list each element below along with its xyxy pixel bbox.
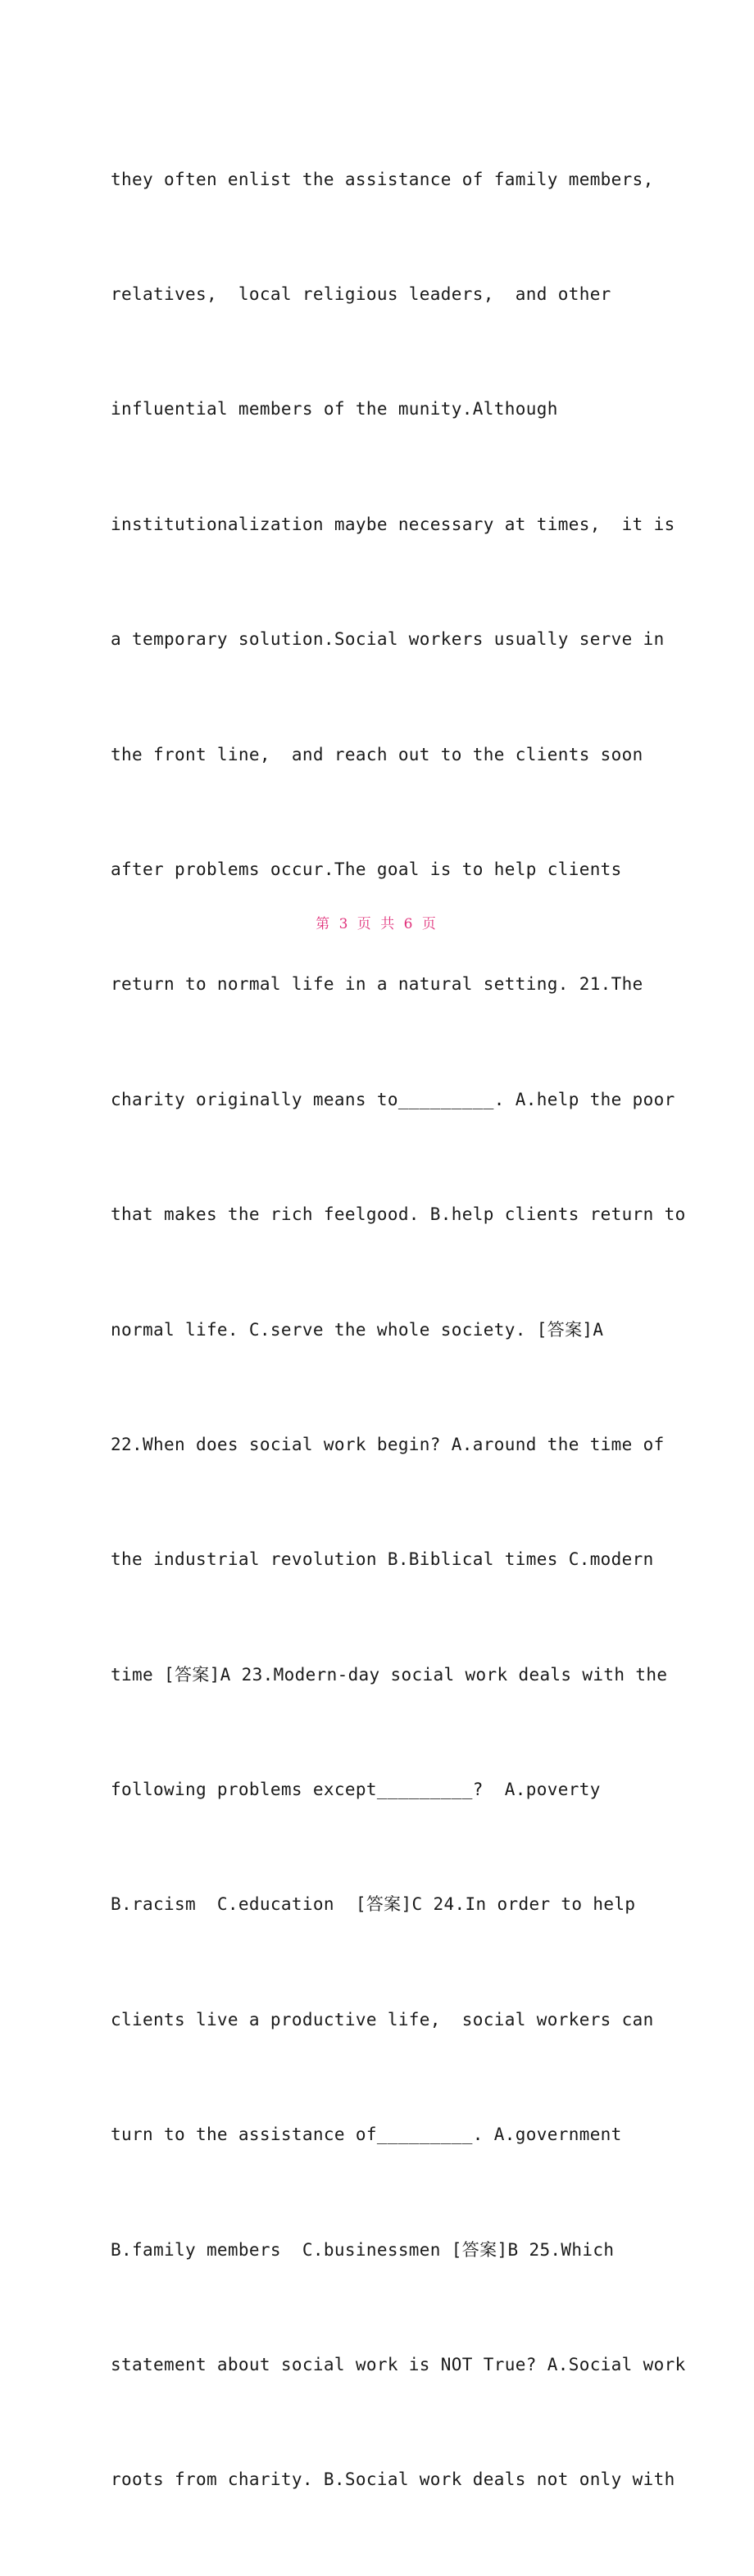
text-line: relatives, local religious leaders, and other: [111, 283, 611, 304]
text-line: clients live a productive life, social workers can: [111, 2009, 654, 2030]
text-line: the front line, and reach out to the clients soon: [111, 744, 643, 764]
text-line: 22.When does social work begin? A.around the time of: [111, 1434, 665, 1454]
text-line: return to normal life in a natural setting. 21.The: [111, 974, 643, 995]
text-line: they often enlist the assistance of family members,: [111, 169, 654, 189]
text-line: time [答案]A 23.Modern-day social work deals with the: [111, 1664, 668, 1685]
text-line: B.family members C.businessmen [答案]B 25.Which: [111, 2239, 615, 2260]
text-line: a temporary solution.Social workers usually serve in: [111, 629, 665, 650]
page-footer: 第 3 页 共 6 页: [316, 916, 438, 932]
text-line: statement about social work is NOT True? A.Social work: [111, 2355, 686, 2375]
text-line: the industrial revolution B.Biblical times C.modern: [111, 1549, 654, 1570]
text-line: influential members of the munity.Although: [111, 399, 558, 420]
text-line: after problems occur.The goal is to help clients: [111, 859, 622, 879]
text-line: charity originally means to_________. A.help the poor: [111, 1089, 675, 1109]
text-line: institutionalization maybe necessary at times, it is: [111, 514, 675, 534]
text-line: turn to the assistance of_________. A.government: [111, 2125, 622, 2145]
text-line: following problems except_________? A.poverty: [111, 1780, 601, 1800]
text-line: B.racism C.education [答案]C 24.In order to help: [111, 1894, 636, 1915]
text-line: normal life. C.serve the whole society. [答案]A: [111, 1319, 604, 1340]
body-text: [111, 84, 686, 2576]
text-line: that makes the rich feelgood. B.help clients return to: [111, 1204, 686, 1225]
text-line: roots from charity. B.Social work deals not only with: [111, 2469, 675, 2490]
